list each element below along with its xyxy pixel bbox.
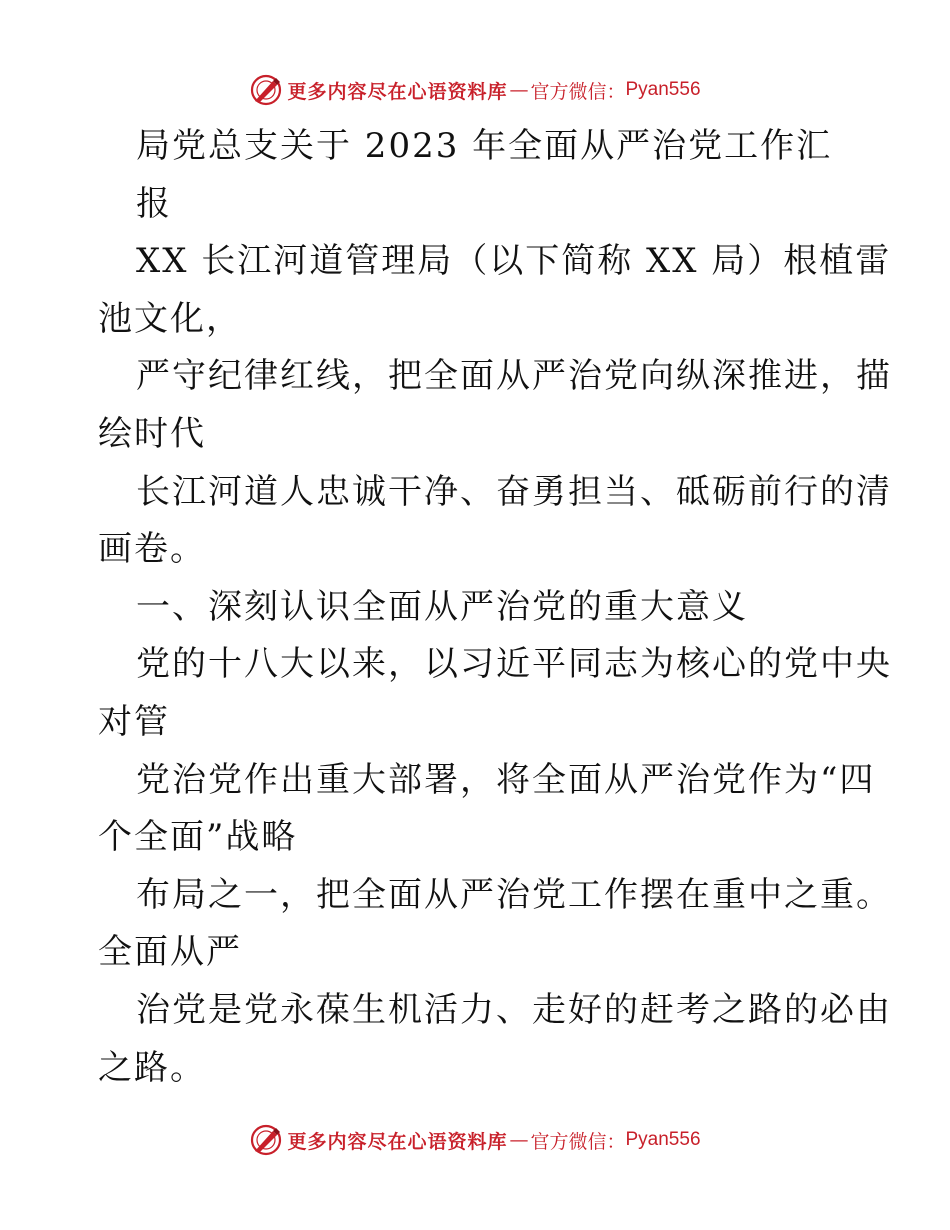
pen-logo-icon [249, 1123, 283, 1157]
banner-brand: 更多内容尽在心语资料库 [287, 1130, 508, 1153]
banner-wechat-id: Pyan556 [625, 1129, 701, 1150]
banner-dash: — [509, 1129, 529, 1151]
banner-wechat-label: 官方微信： [530, 80, 626, 103]
document-body [98, 118, 892, 1097]
document-line: 报 [136, 183, 172, 224]
document-line: 个全面”战略 [98, 817, 298, 858]
document-line: 一、深刻认识全面从严治党的重大意义 [136, 586, 748, 627]
pen-logo-icon [249, 73, 283, 107]
document-line: 党的十八大以来，以习近平同志为核心的党中央 [136, 644, 892, 685]
document-line: 长江河道人忠诚干净、奋勇担当、砥砺前行的清 [136, 471, 892, 512]
document-line: 绘时代 [98, 413, 206, 454]
document-line: 治党是党永葆生机活力、走好的赶考之路的必由 [136, 989, 892, 1030]
document-line: 对管 [98, 701, 170, 742]
document-line: 之路。 [98, 1047, 206, 1088]
banner-wechat-id: Pyan556 [625, 79, 701, 100]
document-line: 池文化， [98, 298, 242, 339]
document-line: 画卷。 [98, 529, 206, 570]
document-line: 严守纪律红线，把全面从严治党向纵深推进，描 [136, 356, 892, 397]
document-line: 布局之一，把全面从严治党工作摆在重中之重。 [136, 874, 892, 915]
banner-wechat-label: 官方微信： [530, 1130, 626, 1153]
banner-brand: 更多内容尽在心语资料库 [287, 80, 508, 103]
document-line: 党治党作出重大部署，将全面从严治党作为“四 [136, 759, 876, 800]
document-line: XX 长江河道管理局（以下简称 XX 局）根植雷 [136, 241, 892, 282]
document-line: 全面从严 [98, 932, 242, 973]
footer-banner [0, 1120, 950, 1160]
banner-dash: — [509, 79, 529, 101]
header-banner [0, 70, 950, 110]
document-line: 局党总支关于 2023 年全面从严治党工作汇 [136, 126, 833, 166]
